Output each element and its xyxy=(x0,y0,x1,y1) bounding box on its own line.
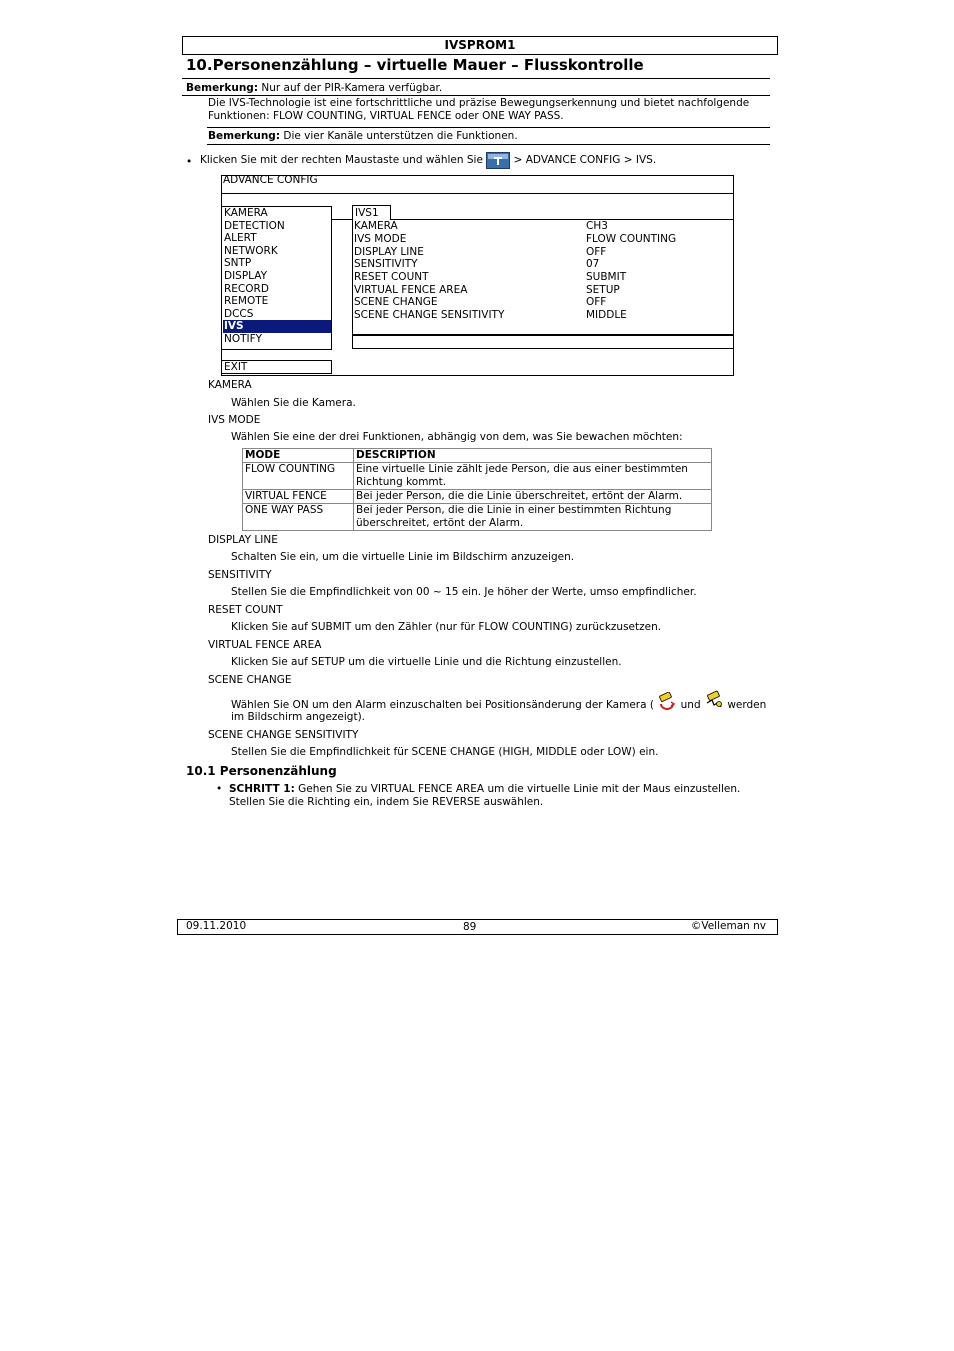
description-cell: Bei jeder Person, die die Linie überschreitet, ertönt der Alarm. xyxy=(354,490,712,504)
item-desc-sensitivity: Stellen Sie die Empfindlichkeit von 00 ~ 15 ein. Je höher der Werte, umso empfindlicher. xyxy=(231,586,697,598)
description-cell: Bei jeder Person, die die Linie in einer bestimmten Richtung überschreitet, ertönt der Alarm. xyxy=(354,504,712,531)
item-desc-scene-change-sensitivity: Stellen Sie die Empfindlichkeit für SCENE CHANGE (HIGH, MIDDLE oder LOW) ein. xyxy=(231,746,659,758)
mode-cell: ONE WAY PASS xyxy=(243,504,354,531)
setting-value-virtual-fence-area[interactable]: SETUP xyxy=(586,284,620,296)
setting-label-reset-count: RESET COUNT xyxy=(354,271,429,283)
setting-value-display-line[interactable]: OFF xyxy=(586,246,607,258)
item-label-scene-change: SCENE CHANGE xyxy=(208,674,292,686)
setting-value-scene-change[interactable]: OFF xyxy=(586,296,607,308)
setting-label-kamera: KAMERA xyxy=(354,220,398,232)
column-header-description: DESCRIPTION xyxy=(354,449,712,463)
setting-label-display-line: DISPLAY LINE xyxy=(354,246,424,258)
menu-item-ivs[interactable]: IVS xyxy=(223,320,331,333)
item-desc-scene-change-2: im Bildschirm angezeigt). xyxy=(231,711,366,723)
step-text: Gehen Sie zu VIRTUAL FENCE AREA um die virtuelle Linie mit der Maus einzustellen. xyxy=(294,783,741,795)
page-header: IVSPROM1 xyxy=(182,36,778,55)
scene-change-alarm-icon xyxy=(657,692,677,716)
step-1 xyxy=(229,783,740,795)
remark-text: Nur auf der PIR-Kamera verfügbar. xyxy=(258,82,443,94)
divider xyxy=(182,78,770,79)
footer-date: 09.11.2010 xyxy=(186,920,247,932)
bullet-text-after: > ADVANCE CONFIG > IVS. xyxy=(513,154,657,166)
item-label-display-line: DISPLAY LINE xyxy=(208,534,278,546)
item-label-sensitivity: SENSITIVITY xyxy=(208,569,272,581)
setting-label-ivs-mode: IVS MODE xyxy=(354,233,407,245)
menu-item-kamera[interactable]: KAMERA xyxy=(224,207,268,219)
item-desc-reset-count: Klicken Sie auf SUBMIT um den Zähler (nur für FLOW COUNTING) zurückzusetzen. xyxy=(231,621,662,633)
tab-ivs1[interactable]: IVS1 xyxy=(352,205,391,220)
menu-item-record[interactable]: RECORD xyxy=(224,282,269,295)
scene-change-text: Wählen Sie ON um den Alarm einzuschalten bei Positionsänderung der Kamera ( xyxy=(231,699,654,711)
item-desc-display-line: Schalten Sie ein, um die virtuelle Linie im Bildschirm anzuzeigen. xyxy=(231,551,575,563)
page-footer xyxy=(177,919,778,935)
intro-line-2: Funktionen: FLOW COUNTING, VIRTUAL FENCE oder ONE WAY PASS. xyxy=(208,110,564,122)
menu-item-detection[interactable]: DETECTION xyxy=(224,219,285,232)
setting-label-scene-change: SCENE CHANGE xyxy=(354,296,438,308)
setting-value-sensitivity[interactable]: 07 xyxy=(586,258,600,270)
remark-2 xyxy=(208,130,518,142)
column-header-mode: MODE xyxy=(243,449,354,463)
exit-button[interactable] xyxy=(221,360,332,374)
menu-item-network[interactable]: NETWORK xyxy=(224,244,278,257)
scene-change-camera-icon xyxy=(704,690,724,716)
step-1-line-2: Stellen Sie die Richting ein, indem Sie REVERSE auswählen. xyxy=(229,796,544,808)
advance-config-icon[interactable] xyxy=(486,152,510,169)
mode-cell: FLOW COUNTING xyxy=(243,463,354,490)
item-label-virtual-fence-area: VIRTUAL FENCE AREA xyxy=(208,639,322,651)
menu-item-display[interactable]: DISPLAY xyxy=(224,270,268,282)
intro-line-1: Die IVS-Technologie ist eine fortschrittliche und präzise Bewegungserkennung und bietet nachfolgende xyxy=(208,97,750,109)
subsection-heading: 10.1 Personenzählung xyxy=(186,764,337,778)
divider xyxy=(207,144,770,145)
modes-table xyxy=(242,448,712,531)
remark-label: Bemerkung: xyxy=(186,82,259,94)
item-label-reset-count: RESET COUNT xyxy=(208,604,283,616)
menu-item-remote[interactable]: REMOTE xyxy=(224,295,269,308)
item-desc-virtual-fence-area: Klicken Sie auf SETUP um die virtuelle Linie und die Richtung einzustellen. xyxy=(231,656,622,668)
exit-label: EXIT xyxy=(224,361,248,373)
table-row xyxy=(243,463,712,490)
item-label-ivs-mode: IVS MODE xyxy=(208,414,261,426)
menu-item-sntp[interactable]: SNTP xyxy=(224,257,252,270)
description-cell: Eine virtuelle Linie zählt jede Person, die aus einer bestimmten Richtung kommt. xyxy=(354,463,712,490)
bullet-dot: • xyxy=(216,783,223,795)
und-text: und xyxy=(680,699,701,711)
item-label-kamera: KAMERA xyxy=(208,379,252,391)
divider xyxy=(207,127,770,128)
werden-text: werden xyxy=(727,699,767,711)
table-row xyxy=(243,490,712,504)
divider xyxy=(182,95,770,96)
remark-label: Bemerkung: xyxy=(208,130,281,142)
bullet-text: Klicken Sie mit der rechten Maustaste und wählen Sie xyxy=(200,154,483,166)
status-bar-panel xyxy=(352,335,734,349)
dialog-title: ADVANCE CONFIG xyxy=(223,174,318,186)
mode-cell: VIRTUAL FENCE xyxy=(243,490,354,504)
setting-value-scene-change-sensitivity[interactable]: MIDDLE xyxy=(586,309,627,321)
setting-label-virtual-fence-area: VIRTUAL FENCE AREA xyxy=(354,284,468,296)
setting-label-sensitivity: SENSITIVITY xyxy=(354,258,418,270)
item-desc-kamera: Wählen Sie die Kamera. xyxy=(231,397,356,409)
footer-page-number: 89 xyxy=(463,921,477,933)
bullet-dot: • xyxy=(186,156,193,168)
step-label: SCHRITT 1: xyxy=(229,783,295,795)
menu-item-dccs[interactable]: DCCS xyxy=(224,307,254,320)
menu-item-notify[interactable]: NOTIFY xyxy=(224,333,263,345)
config-menu xyxy=(221,206,332,350)
item-label-scene-change-sensitivity: SCENE CHANGE SENSITIVITY xyxy=(208,729,359,741)
section-heading: 10.Personenzählung – virtuelle Mauer – Flusskontrolle xyxy=(186,56,644,74)
footer-copyright: ©Velleman nv xyxy=(690,920,766,932)
remark-1 xyxy=(186,82,442,94)
table-row xyxy=(243,504,712,531)
setting-label-scene-change-sensitivity: SCENE CHANGE SENSITIVITY xyxy=(354,309,505,321)
setting-value-reset-count[interactable]: SUBMIT xyxy=(586,271,627,283)
remark-text: Die vier Kanäle unterstützen die Funktionen. xyxy=(280,130,518,142)
menu-item-alert[interactable]: ALERT xyxy=(224,232,257,245)
setting-value-kamera[interactable]: CH3 xyxy=(586,220,608,232)
setting-value-ivs-mode[interactable]: FLOW COUNTING xyxy=(586,233,677,245)
dialog-title-divider xyxy=(222,193,733,194)
bullet-instruction xyxy=(200,150,656,170)
table-header-row xyxy=(243,449,712,463)
item-desc-ivs-mode: Wählen Sie eine der drei Funktionen, abhängig von dem, was Sie bewachen möchten: xyxy=(231,431,683,443)
